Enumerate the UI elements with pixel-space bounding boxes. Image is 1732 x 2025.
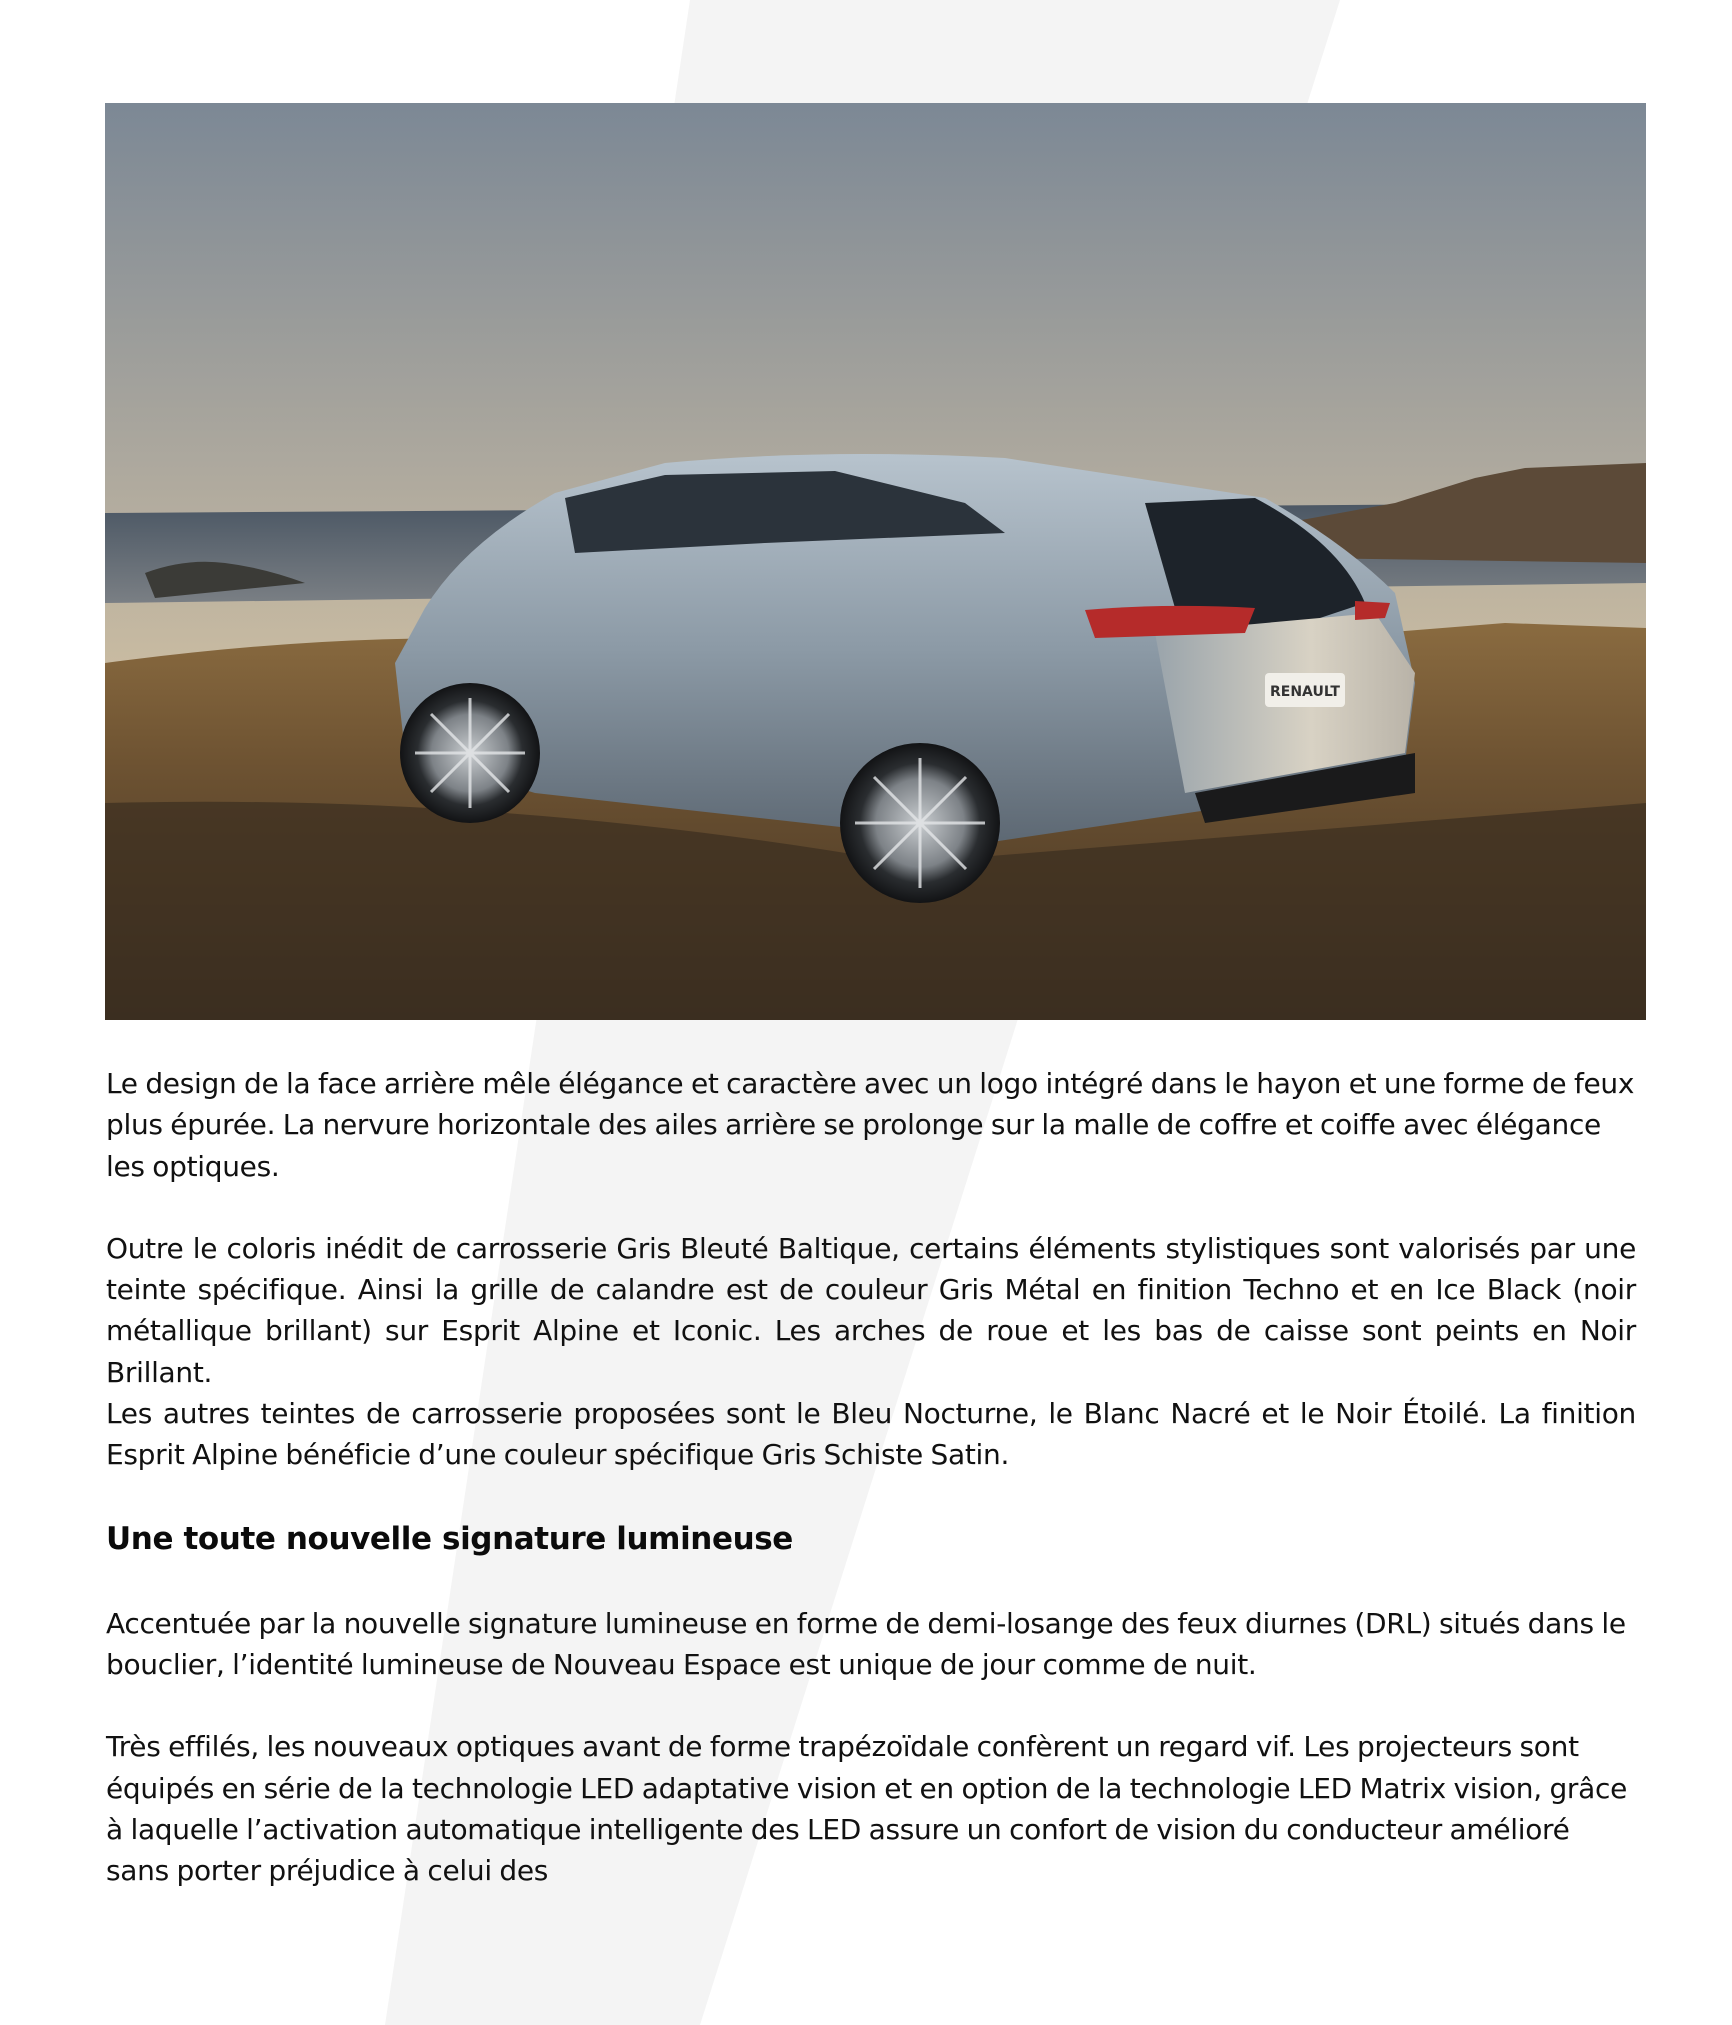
paragraph-other-colors: Les autres teintes de carrosserie proposées sont le Bleu Nocturne, le Blanc Nacré et le Noir Étoilé. La finition Esprit Alpine bénéficie d’une couleur spécifique Gris Schiste Satin. — [106, 1397, 1636, 1472]
paragraph-headlights: Très effilés, les nouveaux optiques avant de forme trapézoïdale confèrent un regard vif. Les projecteurs sont équipés en série de la technologie LED adaptative vision et en option de la technologie LED Matrix vision, grâce à laquelle l’activation automatique intelligente des LED assure un confort de vision du conducteur amélioré sans porter préjudice à celui des — [106, 1730, 1628, 1888]
paragraph-rear-design: Le design de la face arrière mêle élégance et caractère avec un logo intégré dans le hayon et une forme de feux plus épurée. La nervure horizontale des ailes arrière se prolonge sur la malle de coffre et coiffe avec élégance les optiques. — [106, 1067, 1635, 1183]
article-body — [106, 1063, 1636, 1891]
paragraph-colors: Outre le coloris inédit de carrosserie Gris Bleuté Baltique, certains éléments stylistiques sont valorisés par une teinte spécifique. Ainsi la grille de calandre est de couleur Gris Métal en finition Techno et en Ice Black (noir métallique brillant) sur Esprit Alpine et Iconic. Les arches de roue et les bas de caisse sont peints en Noir Brillant. — [106, 1231, 1636, 1389]
paragraph-light-signature: Accentuée par la nouvelle signature lumineuse en forme de demi-losange des feux diurnes (DRL) situés dans le bouclier, l’identité lumineuse de Nouveau Espace est unique de jour comme de nuit. — [106, 1606, 1626, 1681]
hero-car-photo — [105, 103, 1646, 1020]
section-heading: Une toute nouvelle signature lumineuse — [106, 1520, 793, 1557]
plate-text: RENAULT — [1270, 684, 1340, 700]
